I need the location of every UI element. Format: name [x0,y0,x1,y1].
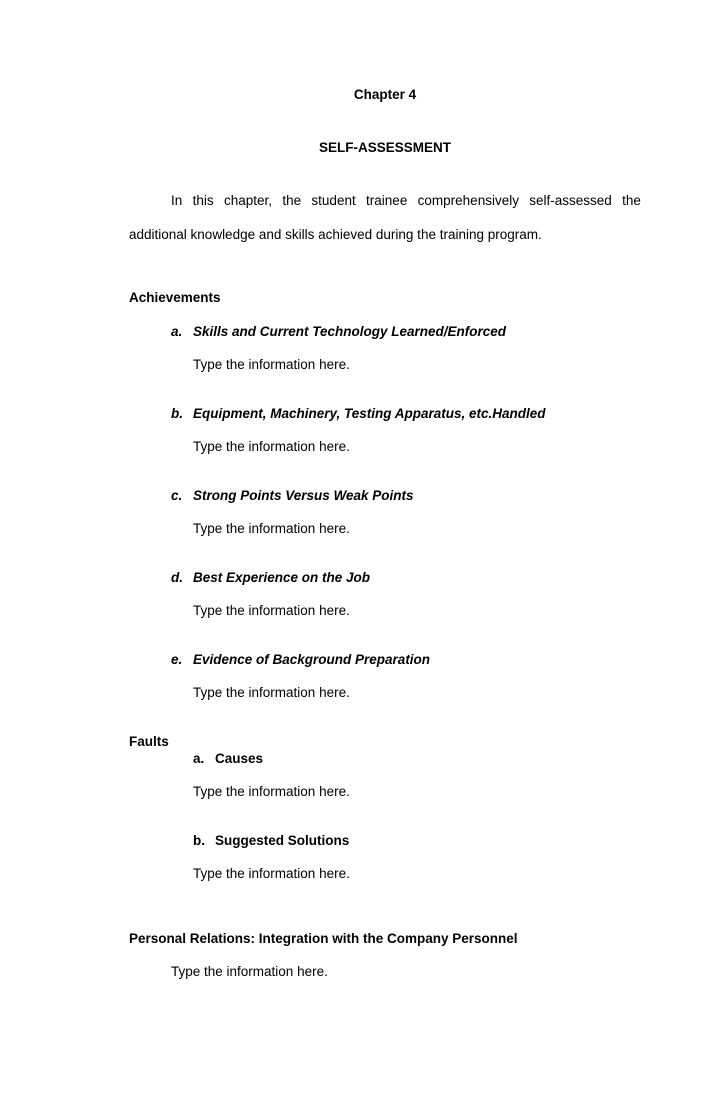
item-title-text: Skills and Current Technology Learned/Enforced [193,324,507,339]
list-marker: c. [171,488,183,503]
list-marker: a. [171,324,183,339]
list-marker: e. [171,652,183,667]
intro-word: student [311,193,356,208]
fault-item-title [193,751,263,767]
achievement-item-title [171,488,414,504]
chapter-title: SELF-ASSESSMENT [318,140,451,155]
achievement-item-body: Type the information here. [193,521,350,536]
intro-word: In [171,193,183,208]
achievement-item-title [171,570,370,586]
intro-word: the [282,193,302,208]
achievement-item-body: Type the information here. [193,603,350,618]
fault-item-title [193,833,349,849]
item-title-text: Strong Points Versus Weak Points [193,488,414,503]
fault-item-body: Type the information here. [193,784,350,799]
achievement-item-title [171,652,430,668]
intro-word: self-assessed [529,193,612,208]
list-marker: a. [193,751,205,766]
list-marker: b. [171,406,183,421]
faults-heading: Faults [129,734,169,749]
intro-word: this [192,193,214,208]
intro-word: trainee [366,193,408,208]
item-title-text: Equipment, Machinery, Testing Apparatus, etc.Handled [193,406,546,421]
intro-word: the [622,193,641,208]
list-marker: b. [193,833,205,848]
item-title-text: Suggested Solutions [215,833,350,848]
intro-word: chapter, [223,193,272,208]
list-marker: d. [171,570,183,585]
personal-relations-body: Type the information here. [171,964,328,979]
achievement-item-body: Type the information here. [193,685,350,700]
achievement-item-title [171,406,546,422]
intro-line-2: additional knowledge and skills achieved during the training program. [129,227,542,242]
item-title-text: Evidence of Background Preparation [193,652,431,667]
achievements-heading: Achievements [129,290,221,305]
personal-relations-heading: Personal Relations: Integration with the Company Personnel [129,931,518,946]
intro-word: comprehensively [417,193,519,208]
chapter-number: Chapter 4 [353,87,417,102]
item-title-text: Best Experience on the Job [193,570,371,585]
achievement-item-body: Type the information here. [193,439,350,454]
achievement-item-body: Type the information here. [193,357,350,372]
intro-line-1 [171,193,641,209]
item-title-text: Causes [215,751,264,766]
fault-item-body: Type the information here. [193,866,350,881]
achievement-item-title [171,324,506,340]
